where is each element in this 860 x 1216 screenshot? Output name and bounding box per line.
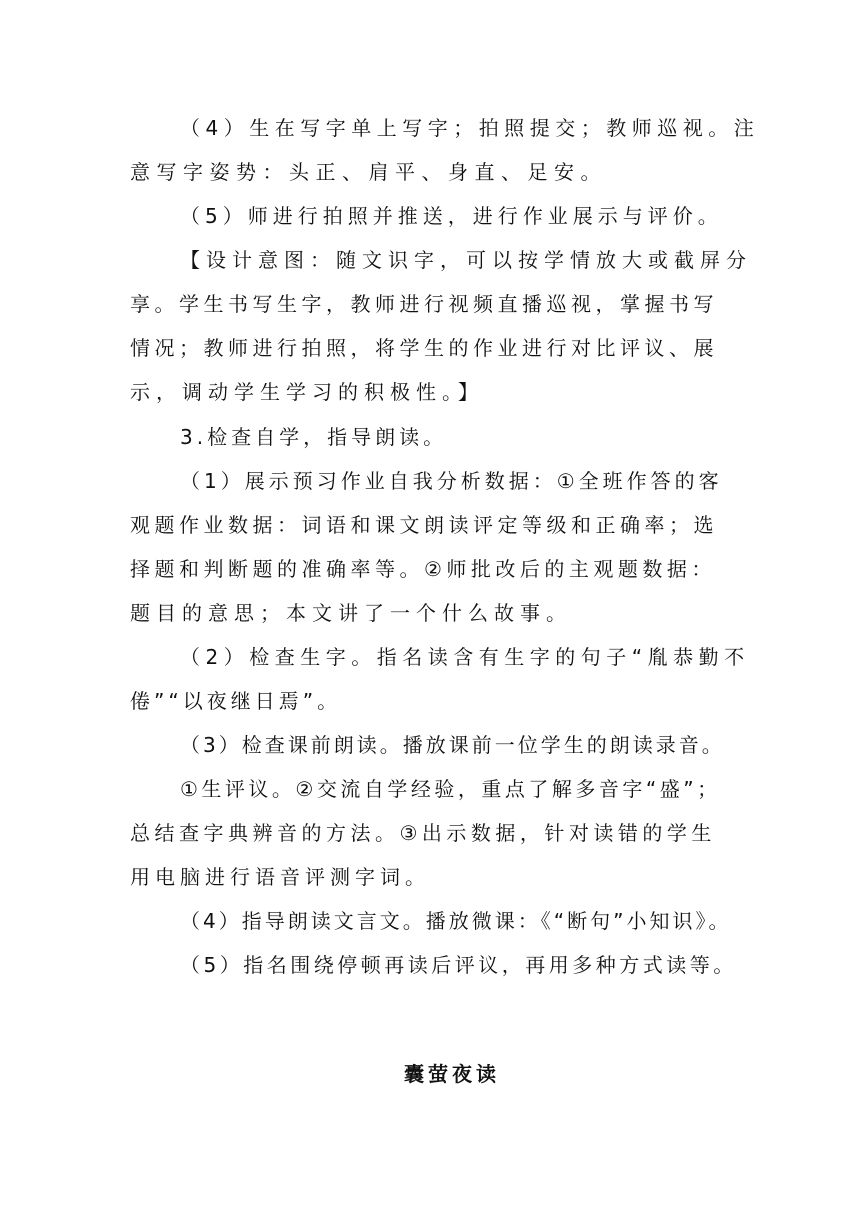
paragraph-line: 享。学生书写生字，教师进行视频直播巡视，掌握书写	[130, 292, 718, 316]
paragraph-line: 观题作业数据：词语和课文朗读评定等级和正确率；选	[130, 513, 718, 537]
paragraph-line: 【设计意图：随文识字，可以按学情放大或截屏分	[180, 248, 752, 272]
paragraph-line: ①生评议。②交流自学经验，重点了解多音字“盛”；	[180, 777, 721, 801]
paragraph-line: 择题和判断题的准确率等。②师批改后的主观题数据：	[130, 557, 716, 581]
paragraph-line: （4）指导朗读文言文。播放微课：《“断句”小知识》。	[180, 909, 732, 933]
paragraph-line: （1）展示预习作业自我分析数据：①全班作答的客	[180, 469, 723, 493]
paragraph-line: （3）检查课前朗读。播放课前一位学生的朗读录音。	[180, 733, 725, 757]
paragraph-line: 情况；教师进行拍照，将学生的作业进行对比评议、展	[130, 336, 718, 360]
paragraph-line: 用电脑进行语音评测字词。	[130, 865, 430, 889]
section-title: 囊萤夜读	[404, 1062, 500, 1086]
paragraph-line: （5）师进行拍照并推送，进行作业展示与评价。	[180, 204, 723, 228]
paragraph-line: 意写字姿势：头正、肩平、身直、足安。	[130, 160, 607, 184]
paragraph-line: 题目的意思；本文讲了一个什么故事。	[130, 601, 572, 625]
paragraph-line: 3.检查自学，指导朗读。	[180, 425, 448, 449]
paragraph-line: （2）检查生字。指名读含有生字的句子“胤恭勤不	[180, 645, 750, 669]
paragraph-line: （5）指名围绕停顿再读后评议，再用多种方式读等。	[180, 953, 737, 977]
paragraph-line: 总结查字典辨音的方法。③出示数据，针对读错的学生	[130, 821, 716, 845]
paragraph-line: （4）生在写字单上写字；拍照提交；教师巡视。注	[180, 116, 760, 140]
paragraph-line: 倦”“以夜继日焉”。	[130, 689, 342, 713]
paragraph-line: 示，调动学生学习的积极性。】	[130, 380, 484, 404]
